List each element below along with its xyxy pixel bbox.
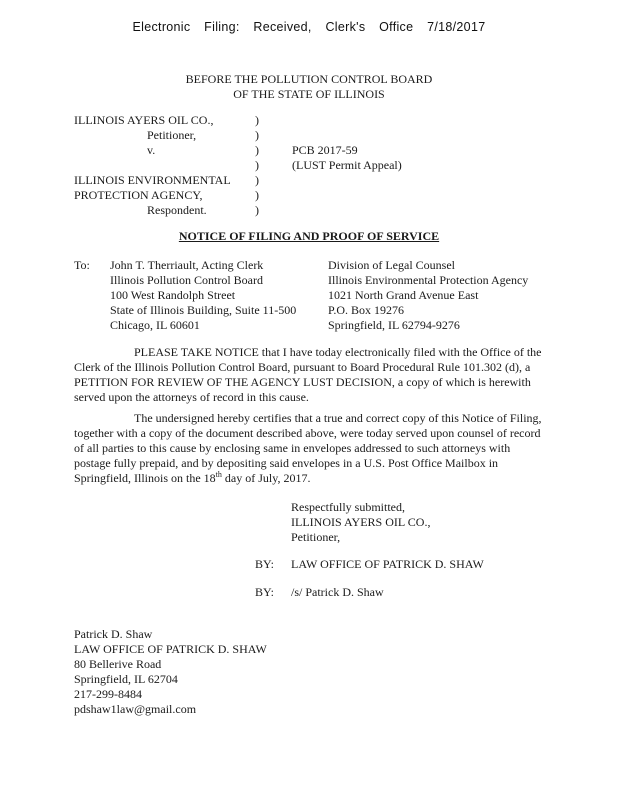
recipient-2 <box>328 258 558 333</box>
recipient-2-line: P.O. Box 19276 <box>328 303 405 317</box>
recipient-2-line: Division of Legal Counsel <box>328 258 455 272</box>
case-info <box>292 143 492 173</box>
closing-line: Petitioner, <box>291 530 341 544</box>
notice-paragraph: PLEASE TAKE NOTICE that I have today electronically filed with the Office of the Clerk of the Illinois Pollution Control Board, pursuant to Board Procedural Rule 101.302 (d), a PETITION FOR REVIEW OF THE AGENCY LUST DECISION, a copy of which is herewith served upon the attorneys of record in this cause. <box>74 345 542 404</box>
ordinal-suffix: th <box>215 470 222 479</box>
petitioner-role: Petitioner, <box>147 128 197 142</box>
caption-bracket: ) <box>255 113 259 127</box>
recipient-2-line: 1021 North Grand Avenue East <box>328 288 479 302</box>
by-firm: LAW OFFICE OF PATRICK D. SHAW <box>291 557 484 571</box>
case-number: PCB 2017-59 <box>292 143 358 157</box>
case-type: (LUST Permit Appeal) <box>292 158 402 172</box>
recipient-1 <box>110 258 320 333</box>
respondent-name-2: PROTECTION AGENCY, <box>74 188 203 202</box>
recipient-1-line: Illinois Pollution Control Board <box>110 273 264 287</box>
caption-bracket: ) <box>255 188 259 202</box>
to-label: To: <box>74 258 90 272</box>
recipient-2-line: Illinois Environmental Protection Agency <box>328 273 529 287</box>
recipient-1-line: State of Illinois Building, Suite 11-500 <box>110 303 297 317</box>
recipient-1-line: 100 West Randolph Street <box>110 288 236 302</box>
closing-line: Respectfully submitted, <box>291 500 405 514</box>
signature-block <box>74 627 334 717</box>
versus: v. <box>147 143 156 157</box>
closing-line: ILLINOIS AYERS OIL CO., <box>291 515 431 529</box>
caption-bracket: ) <box>255 173 259 187</box>
signature-firm: LAW OFFICE OF PATRICK D. SHAW <box>74 642 267 656</box>
certification-paragraph <box>74 411 548 486</box>
signature-email: pdshaw1law@gmail.com <box>74 702 197 716</box>
recipient-1-line: John T. Therriault, Acting Clerk <box>110 258 264 272</box>
signature-street: 80 Bellerive Road <box>74 657 162 671</box>
caption-bracket: ) <box>255 203 259 217</box>
respondent-name-1: ILLINOIS ENVIRONMENTAL <box>74 173 231 187</box>
caption-brackets <box>255 113 265 218</box>
board-heading-line-2: OF THE STATE OF ILLINOIS <box>233 87 385 101</box>
signature-city: Springfield, IL 62704 <box>74 672 178 686</box>
certification-text: The undersigned hereby certifies that a true and correct copy of this Notice of Filing, together with a copy of the document described above, were today served upon counsel of record of all parties to this cause by enclosing same in envelopes addressed to such attorneys with postage fully prepaid, and by depositing said envelopes in a U.S. Post Office Mailbox in Springfield, Illinois on the 18 <box>74 411 542 485</box>
caption-parties <box>74 113 249 218</box>
caption-bracket: ) <box>255 158 259 172</box>
recipient-2-line: Springfield, IL 62794-9276 <box>328 318 460 332</box>
by-signature: /s/ Patrick D. Shaw <box>291 585 384 599</box>
by-label: BY: <box>255 557 274 571</box>
petitioner-name: ILLINOIS AYERS OIL CO., <box>74 113 214 127</box>
by-label: BY: <box>255 585 274 599</box>
respondent-role: Respondent. <box>147 203 207 217</box>
caption-bracket: ) <box>255 143 259 157</box>
notice-title: NOTICE OF FILING AND PROOF OF SERVICE <box>178 229 440 243</box>
signature-phone: 217-299-8484 <box>74 687 142 701</box>
caption-bracket: ) <box>255 128 259 142</box>
board-heading-line-1: BEFORE THE POLLUTION CONTROL BOARD <box>185 72 433 86</box>
certification-date: day of July, 2017. <box>221 471 311 485</box>
closing-block <box>291 500 511 545</box>
recipient-1-line: Chicago, IL 60601 <box>110 318 200 332</box>
signature-name: Patrick D. Shaw <box>74 627 153 641</box>
board-heading <box>0 72 618 102</box>
filing-stamp: Electronic Filing: Received, Clerk's Office 7/18/2017 <box>132 20 486 34</box>
